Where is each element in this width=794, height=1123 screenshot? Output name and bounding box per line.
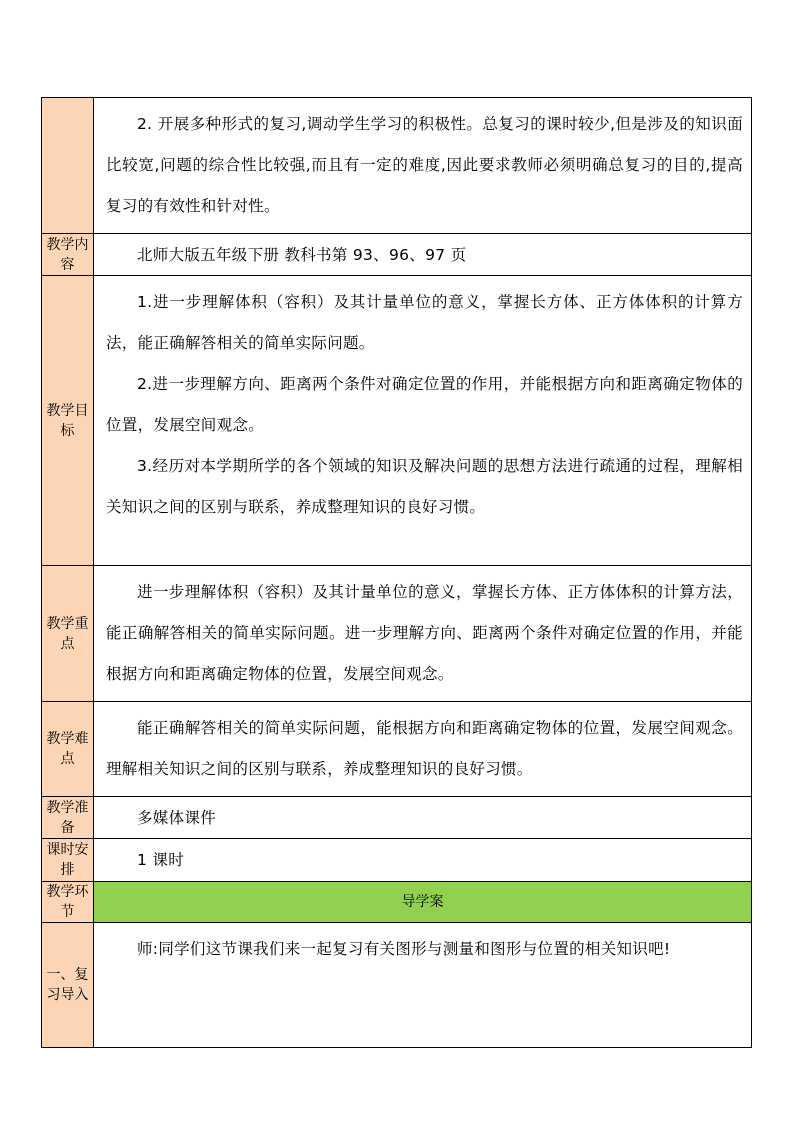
row-review-note	[42, 98, 752, 234]
key-points-text: 进一步理解体积（容积）及其计量单位的意义，掌握长方体、正方体体积的计算方法，能正确解答相关的简单实际问题。进一步理解方向、距离两个条件对确定位置的作用，并能根据方向和距离确定物体的位置，发展空间观念。	[106, 583, 743, 683]
intro-label: 一、复习导入	[42, 923, 94, 1048]
preparation-label: 教学准备	[42, 797, 94, 839]
row-key-points	[42, 566, 752, 702]
schedule-label: 课时安排	[42, 839, 94, 882]
row-preparation	[42, 797, 752, 839]
goal-item-2: 2.进一步理解方向、距离两个条件对确定位置的作用，并能根据方向和距离确定物体的位置，发展空间观念。	[106, 375, 743, 434]
intro-cell	[94, 923, 752, 1048]
goal-item-3: 3.经历对本学期所学的各个领域的知识及解决问题的思想方法进行疏通的过程，理解相关知识之间的区别与联系，养成整理知识的良好习惯。	[106, 457, 743, 516]
content-label: 教学内容	[42, 234, 94, 276]
row-content	[42, 234, 752, 276]
review-note-cell	[94, 98, 752, 234]
row-goals	[42, 276, 752, 566]
row-stage-header	[42, 882, 752, 923]
schedule-text: 1 课时	[137, 851, 184, 869]
difficulties-cell	[94, 702, 752, 797]
stage-header: 导学案	[94, 882, 752, 923]
content-cell	[94, 234, 752, 276]
review-note-text: 2. 开展多种形式的复习,调动学生学习的积极性。总复习的课时较少,但是涉及的知识面比较宽,问题的综合性比较强,而且有一定的难度,因此要求教师必须明确总复习的目的,提高复习的有效性和针对性。	[106, 115, 743, 215]
key-points-label: 教学重点	[42, 566, 94, 702]
difficulties-label: 教学难点	[42, 702, 94, 797]
goals-cell	[94, 276, 752, 566]
schedule-cell	[94, 839, 752, 882]
intro-text: 师:同学们这节课我们来一起复习有关图形与测量和图形与位置的相关知识吧!	[137, 940, 671, 958]
row-difficulties	[42, 702, 752, 797]
stage-label: 教学环节	[42, 882, 94, 923]
preparation-cell	[94, 797, 752, 839]
review-note-label	[42, 98, 94, 234]
goals-label: 教学目标	[42, 276, 94, 566]
goal-item-1: 1.进一步理解体积（容积）及其计量单位的意义，掌握长方体、正方体体积的计算方法，能正确解答相关的简单实际问题。	[106, 293, 743, 352]
lesson-plan-table	[41, 97, 752, 1048]
row-intro	[42, 923, 752, 1048]
preparation-text: 多媒体课件	[137, 808, 217, 827]
difficulties-text: 能正确解答相关的简单实际问题，能根据方向和距离确定物体的位置，发展空间观念。理解相关知识之间的区别与联系，养成整理知识的良好习惯。	[106, 719, 743, 778]
row-schedule	[42, 839, 752, 882]
key-points-cell	[94, 566, 752, 702]
content-text: 北师大版五年级下册 教科书第 93、96、97 页	[137, 245, 467, 264]
